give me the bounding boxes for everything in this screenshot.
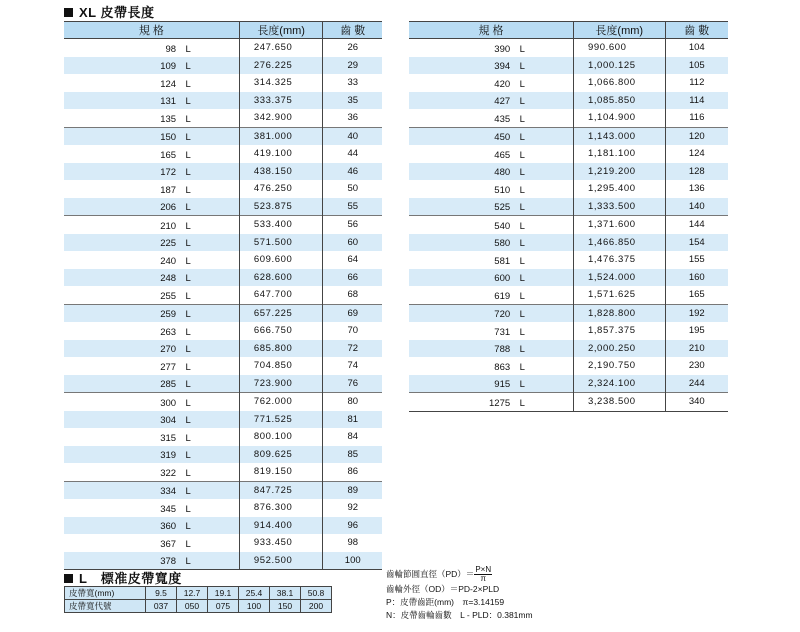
size-cell: 206 L [64,198,239,216]
size-cell: 334 L [64,481,239,499]
length-cell: 333.375 [239,92,323,110]
size-cell: 270 L [64,340,239,358]
size-cell: 300 L [64,393,239,411]
length-cell: 876.300 [239,499,323,517]
size-cell: 731 L [409,322,573,340]
gear-formula-notes [386,566,533,622]
teeth-cell: 120 [665,127,728,145]
teeth-cell: 244 [665,375,728,393]
formula-fraction [474,566,492,583]
size-cell: 480 L [409,163,573,181]
header-size: 規 格 [64,22,239,39]
table-row [64,304,382,322]
size-cell: 525 L [409,198,573,216]
size-cell: 135 L [64,109,239,127]
teeth-cell: 128 [665,163,728,181]
teeth-cell: 124 [688,148,705,160]
table-row [64,463,382,481]
size-cell: 394 L [409,57,573,75]
table-row [64,286,382,304]
table-header-row [64,22,382,39]
length-cell: 1,143.000 [573,127,665,145]
table-row [64,322,382,340]
teeth-cell: 114 [665,92,728,110]
xl-belt-table-left [64,21,382,570]
length-cell: 666.750 [239,322,323,340]
table-row [64,517,382,535]
teeth-cell: 46 [323,163,382,181]
length-cell: 1,104.900 [573,109,665,127]
length-cell: 771.525 [239,411,323,429]
length-cell: 476.250 [239,180,323,198]
table-row [409,322,728,340]
header-length: 長度(mm) [239,22,323,39]
width-code: 150 [270,600,301,613]
teeth-cell: 104 [688,42,705,54]
length-cell: 1,000.125 [573,57,665,75]
size-cell: 210 L [64,216,239,234]
teeth-cell: 340 [665,393,728,412]
length-cell: 1,857.375 [573,322,665,340]
teeth-cell: 44 [347,148,359,160]
teeth-cell: 100 [323,552,382,570]
teeth-cell: 140 [665,198,728,216]
table-header-row [409,22,728,39]
length-cell: 1,181.100 [573,145,665,163]
teeth-cell: 60 [323,234,382,252]
length-cell: 3,238.500 [573,393,665,412]
length-cell: 685.800 [239,340,323,358]
teeth-cell: 26 [347,42,359,54]
table-row [64,180,382,198]
size-cell: 720 L [409,304,573,322]
length-cell: 704.850 [239,357,323,375]
length-cell: 276.225 [239,57,323,75]
table-row [409,234,728,252]
size-cell: 315 L [64,428,239,446]
width-code: 050 [177,600,208,613]
table-row [64,534,382,552]
length-cell: 809.625 [239,446,323,464]
teeth-cell: 70 [347,325,359,337]
length-cell: 1,524.000 [573,269,665,287]
header-teeth: 齒 數 [323,22,382,39]
size-cell: 360 L [64,517,239,535]
formula-pitch: P：皮帶齒距(mm) π=3.14159 [386,597,505,607]
table-row [64,216,382,234]
formula-denominator: π [480,574,486,583]
length-cell: 1,476.375 [573,251,665,269]
width-code: 075 [208,600,239,613]
table-row [409,92,728,110]
length-cell: 819.150 [239,463,323,481]
table-row [409,340,728,358]
formula-od: 齒輪外徑（OD）＝PD-2×PLD [386,584,500,594]
table-row [409,180,728,198]
table-row [64,428,382,446]
teeth-cell: 81 [323,411,382,429]
length-cell: 438.150 [239,163,323,181]
teeth-cell: 136 [688,183,705,195]
length-cell: 523.875 [239,198,323,216]
length-cell: 1,295.400 [573,180,665,198]
length-cell: 1,828.800 [573,304,665,322]
table-row [64,234,382,252]
teeth-cell: 35 [323,92,382,110]
table-row [64,375,382,393]
teeth-cell: 66 [323,269,382,287]
square-bullet-icon [64,8,73,17]
length-cell: 419.100 [239,145,323,163]
teeth-cell: 195 [688,325,705,337]
teeth-cell: 33 [347,77,359,89]
length-cell: 2,324.100 [573,375,665,393]
size-cell: 915 L [409,375,573,393]
length-cell: 533.400 [239,216,323,234]
size-cell: 98 L [64,39,239,57]
width-code-row [65,600,332,613]
size-cell: 788 L [409,340,573,358]
size-cell: 540 L [409,216,573,234]
length-cell: 952.500 [239,552,323,570]
header-size: 規 格 [409,22,573,39]
width-value: 50.8 [301,587,332,600]
formula-numerator: P×N [475,565,492,574]
table-row [409,109,728,127]
table-row [409,39,728,57]
teeth-cell: 116 [689,112,705,124]
table-row [409,251,728,269]
header-length: 長度(mm) [573,22,665,39]
size-cell: 304 L [64,411,239,429]
teeth-cell: 74 [347,360,359,372]
width-code: 037 [146,600,177,613]
square-bullet-icon [64,574,73,583]
width-value: 12.7 [177,587,208,600]
length-cell: 933.450 [239,534,323,552]
size-cell: 259 L [64,304,239,322]
size-cell: 345 L [64,499,239,517]
table-row [64,552,382,570]
teeth-cell: 86 [347,466,359,478]
xl-belt-table-right [409,21,728,412]
length-cell: 1,371.600 [573,216,665,234]
size-cell: 465 L [409,145,573,163]
teeth-cell: 76 [323,375,382,393]
length-cell: 342.900 [239,109,323,127]
teeth-cell: 29 [323,57,382,75]
table-row [409,304,728,322]
length-cell: 657.225 [239,304,323,322]
length-cell: 1,219.200 [573,163,665,181]
length-cell: 1,085.850 [573,92,665,110]
width-row [65,587,332,600]
table-row [409,163,728,181]
length-cell: 800.100 [239,428,323,446]
table-row [64,57,382,75]
size-cell: 285 L [64,375,239,393]
size-cell: 427 L [409,92,573,110]
table-row [64,198,382,216]
teeth-cell: 64 [347,254,359,266]
width-code-label: 皮帶寬代號 [65,600,146,613]
teeth-cell: 92 [347,502,359,514]
length-cell: 1,571.625 [573,286,665,304]
l-title-text: L 標准皮帶寬度 [79,571,182,586]
size-cell: 435 L [409,109,573,127]
length-cell: 2,000.250 [573,340,665,358]
teeth-cell: 84 [347,431,359,443]
teeth-cell: 80 [323,393,382,411]
size-cell: 420 L [409,74,573,92]
table-row [409,145,728,163]
teeth-cell: 165 [688,289,705,301]
width-code: 200 [301,600,332,613]
size-cell: 619 L [409,286,573,304]
table-row [409,57,728,75]
teeth-cell: 112 [689,77,705,89]
teeth-cell: 98 [347,537,359,549]
size-cell: 172 L [64,163,239,181]
size-cell: 580 L [409,234,573,252]
size-cell: 240 L [64,251,239,269]
size-cell: 150 L [64,127,239,145]
teeth-cell: 155 [688,254,705,266]
size-cell: 255 L [64,286,239,304]
size-cell: 322 L [64,463,239,481]
table-row [409,216,728,234]
table-row [64,269,382,287]
size-cell: 450 L [409,127,573,145]
length-cell: 1,066.800 [573,74,665,92]
table-row [64,411,382,429]
teeth-cell: 230 [688,360,705,372]
teeth-cell: 36 [347,112,359,124]
table-row [64,109,382,127]
table-row [409,269,728,287]
xl-belt-length-title [64,2,155,21]
size-cell: 378 L [64,552,239,570]
table-row [409,286,728,304]
width-value: 38.1 [270,587,301,600]
size-cell: 263 L [64,322,239,340]
table-row [64,357,382,375]
size-cell: 109 L [64,57,239,75]
teeth-cell: 55 [323,198,382,216]
size-cell: 390 L [409,39,573,57]
teeth-cell: 192 [665,304,728,322]
width-code: 100 [239,600,270,613]
teeth-cell: 85 [323,446,382,464]
width-value: 9.5 [146,587,177,600]
table-row [64,481,382,499]
teeth-cell: 68 [347,289,359,301]
length-cell: 1,333.500 [573,198,665,216]
table-row [64,127,382,145]
teeth-cell: 105 [665,57,728,75]
table-row [64,393,382,411]
length-cell: 723.900 [239,375,323,393]
length-cell: 2,190.750 [573,357,665,375]
length-cell: 847.725 [239,481,323,499]
length-cell: 247.650 [239,39,323,57]
table-row [409,393,728,412]
size-cell: 165 L [64,145,239,163]
teeth-cell: 160 [665,269,728,287]
table-row [64,446,382,464]
formula-pd-label: 齒輪節圓直徑（PD）＝ [386,568,475,579]
width-row-label: 皮帶寬(mm) [65,587,146,600]
teeth-cell: 69 [323,304,382,322]
table-row [64,39,382,57]
size-cell: 319 L [64,446,239,464]
size-cell: 581 L [409,251,573,269]
teeth-cell: 96 [323,517,382,535]
size-cell: 367 L [64,534,239,552]
size-cell: 600 L [409,269,573,287]
size-cell: 131 L [64,92,239,110]
size-cell: 510 L [409,180,573,198]
teeth-cell: 89 [323,481,382,499]
size-cell: 187 L [64,180,239,198]
teeth-cell: 50 [347,183,359,195]
width-value: 25.4 [239,587,270,600]
size-cell: 248 L [64,269,239,287]
table-row [64,145,382,163]
header-teeth: 齒 數 [665,22,728,39]
table-row [64,499,382,517]
size-cell: 277 L [64,357,239,375]
teeth-cell: 154 [665,234,728,252]
length-cell: 571.500 [239,234,323,252]
formula-teeth: N：皮帶齒輪齒數 L - PLD：0.381mm [386,610,533,620]
length-cell: 647.700 [239,286,323,304]
l-belt-width-title [64,568,182,587]
length-cell: 609.600 [239,251,323,269]
formula-pd [386,566,533,583]
size-cell: 225 L [64,234,239,252]
table-row [64,92,382,110]
length-cell: 314.325 [239,74,323,92]
length-cell: 1,466.850 [573,234,665,252]
table-row [409,74,728,92]
length-cell: 628.600 [239,269,323,287]
table-row [409,198,728,216]
table-row [64,74,382,92]
size-cell: 863 L [409,357,573,375]
table-row [64,251,382,269]
size-cell: 1275 L [409,393,573,412]
table-row [64,163,382,181]
belt-width-table [64,586,332,613]
length-cell: 762.000 [239,393,323,411]
length-cell: 381.000 [239,127,323,145]
teeth-cell: 72 [323,340,382,358]
table-row [409,375,728,393]
table-row [409,127,728,145]
length-cell: 990.600 [573,39,665,57]
xl-title-text: XL 皮帶長度 [79,5,155,20]
teeth-cell: 210 [665,340,728,358]
length-cell: 914.400 [239,517,323,535]
size-cell: 124 L [64,74,239,92]
teeth-cell: 40 [323,127,382,145]
width-value: 19.1 [208,587,239,600]
table-row [409,357,728,375]
table-row [64,340,382,358]
teeth-cell: 144 [665,216,728,234]
teeth-cell: 56 [323,216,382,234]
